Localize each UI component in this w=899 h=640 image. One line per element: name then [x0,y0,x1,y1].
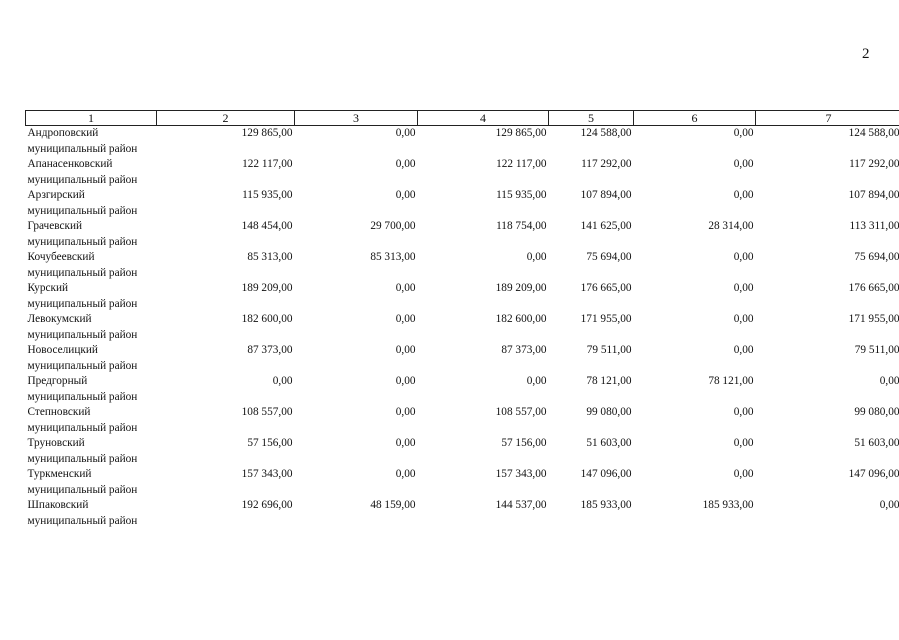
district-type: муниципальный район [27,359,138,372]
value-cell-c7: 0,00 [879,499,899,511]
value-cell-c5: 117 292,00 [581,158,632,170]
value-cell-c4: 189 209,00 [495,282,547,294]
district-type: муниципальный район [27,390,138,403]
value-cell-c3: 0,00 [395,437,416,449]
value-cell-c3: 0,00 [395,158,416,170]
table-row [26,436,899,467]
value-cell-c5: 51 603,00 [586,437,632,449]
value-cell-c4: 57 156,00 [501,437,547,449]
value-cell-c3: 0,00 [395,468,416,480]
value-cell-c6: 0,00 [733,313,754,325]
table-row [26,188,899,219]
district-name-cell [26,312,157,343]
value-cell-c7: 171 955,00 [848,313,899,325]
district-name: Андроповский [27,127,99,139]
value-cell-c7: 51 603,00 [854,437,899,449]
column-header: 5 [549,111,634,126]
value-cell-c7: 0,00 [879,375,899,387]
value-cell-c5: 107 894,00 [580,189,632,201]
data-table [25,110,899,529]
value-cell-c2: 57 156,00 [247,437,293,449]
value-cell-c5: 75 694,00 [586,251,632,263]
value-cell-c4: 108 557,00 [495,406,547,418]
value-cell-c5: 99 080,00 [586,406,632,418]
value-cell-c5: 141 625,00 [580,220,632,232]
district-name-cell [26,405,157,436]
district-name: Курский [27,282,69,294]
table-row [26,281,899,312]
value-cell-c6: 0,00 [733,437,754,449]
value-cell-c6: 0,00 [733,189,754,201]
table-row [26,405,899,436]
district-name-cell [26,126,157,158]
value-cell-c5: 79 511,00 [586,344,632,356]
table-row [26,126,899,158]
district-type: муниципальный район [27,297,138,310]
district-name: Левокумский [27,313,92,325]
value-cell-c3: 0,00 [395,344,416,356]
district-type: муниципальный район [27,173,138,186]
value-cell-c2: 157 343,00 [241,468,293,480]
value-cell-c6: 0,00 [733,406,754,418]
value-cell-c2: 108 557,00 [241,406,293,418]
district-name: Апанасенковский [27,158,113,170]
value-cell-c2: 122 117,00 [242,158,293,170]
value-cell-c5: 78 121,00 [586,375,632,387]
value-cell-c2: 0,00 [272,375,293,387]
value-cell-c6: 78 121,00 [708,375,754,387]
district-type: муниципальный район [27,328,138,341]
value-cell-c6: 0,00 [733,468,754,480]
value-cell-c6: 28 314,00 [708,220,754,232]
value-cell-c7: 75 694,00 [854,251,899,263]
value-cell-c4: 118 754,00 [496,220,547,232]
value-cell-c7: 147 096,00 [848,468,899,480]
value-cell-c2: 87 373,00 [247,344,293,356]
value-cell-c7: 176 665,00 [848,282,899,294]
district-name-cell [26,250,157,281]
value-cell-c3: 0,00 [395,406,416,418]
column-header: 7 [756,111,899,126]
value-cell-c4: 0,00 [526,375,547,387]
column-header: 2 [157,111,295,126]
value-cell-c7: 107 894,00 [848,189,899,201]
district-name-cell [26,219,157,250]
value-cell-c3: 0,00 [395,127,416,139]
district-name-cell [26,343,157,374]
value-cell-c4: 122 117,00 [496,158,547,170]
district-name: Труновский [27,437,85,449]
value-cell-c3: 48 159,00 [370,499,416,511]
value-cell-c3: 29 700,00 [370,220,416,232]
value-cell-c5: 185 933,00 [580,499,632,511]
district-name: Новоселицкий [27,344,98,356]
district-name-cell [26,188,157,219]
value-cell-c6: 0,00 [733,127,754,139]
value-cell-c4: 144 537,00 [495,499,547,511]
value-cell-c4: 87 373,00 [501,344,547,356]
district-type: муниципальный район [27,266,138,279]
table-row [26,343,899,374]
table-row [26,498,899,529]
district-name: Шпаковский [27,499,89,511]
page-number: 2 [862,46,870,62]
district-name-cell [26,281,157,312]
value-cell-c2: 85 313,00 [247,251,293,263]
value-cell-c3: 0,00 [395,282,416,294]
district-type: муниципальный район [27,142,138,155]
district-name-cell [26,467,157,498]
district-type: муниципальный район [27,452,138,465]
column-header: 6 [634,111,756,126]
column-header: 1 [26,111,157,126]
value-cell-c7: 124 588,00 [848,127,899,139]
value-cell-c4: 182 600,00 [495,313,547,325]
district-type: муниципальный район [27,483,138,496]
table-row [26,312,899,343]
value-cell-c7: 113 311,00 [849,220,899,232]
table-row [26,467,899,498]
value-cell-c3: 0,00 [395,189,416,201]
district-name-cell [26,374,157,405]
table-row [26,374,899,405]
district-type: муниципальный район [27,421,138,434]
value-cell-c3: 85 313,00 [370,251,416,263]
value-cell-c7: 99 080,00 [854,406,899,418]
value-cell-c2: 192 696,00 [241,499,293,511]
value-cell-c2: 129 865,00 [241,127,293,139]
value-cell-c4: 115 935,00 [496,189,547,201]
district-type: муниципальный район [27,204,138,217]
district-name: Арзгирский [27,189,85,201]
value-cell-c2: 189 209,00 [241,282,293,294]
data-table-container [25,110,899,529]
district-name: Кочубеевский [27,251,95,263]
district-type: муниципальный район [27,235,138,248]
column-header: 4 [418,111,549,126]
table-row [26,157,899,188]
district-name-cell [26,436,157,467]
table-row [26,219,899,250]
district-name: Степновский [27,406,91,418]
value-cell-c2: 148 454,00 [241,220,293,232]
table-header-row [26,111,899,126]
value-cell-c4: 157 343,00 [495,468,547,480]
value-cell-c5: 147 096,00 [580,468,632,480]
value-cell-c4: 0,00 [526,251,547,263]
column-header: 3 [295,111,418,126]
value-cell-c5: 171 955,00 [580,313,632,325]
district-name: Предгорный [27,375,88,387]
value-cell-c5: 124 588,00 [580,127,632,139]
value-cell-c5: 176 665,00 [580,282,632,294]
value-cell-c2: 182 600,00 [241,313,293,325]
value-cell-c3: 0,00 [395,313,416,325]
district-type: муниципальный район [27,514,138,527]
value-cell-c6: 0,00 [733,158,754,170]
value-cell-c3: 0,00 [395,375,416,387]
value-cell-c6: 0,00 [733,251,754,263]
district-name: Грачевский [27,220,83,232]
value-cell-c2: 115 935,00 [242,189,293,201]
value-cell-c7: 117 292,00 [849,158,899,170]
table-row [26,250,899,281]
value-cell-c7: 79 511,00 [854,344,899,356]
value-cell-c6: 0,00 [733,344,754,356]
district-name-cell [26,157,157,188]
district-name-cell [26,498,157,529]
value-cell-c4: 129 865,00 [495,127,547,139]
value-cell-c6: 185 933,00 [702,499,754,511]
value-cell-c6: 0,00 [733,282,754,294]
district-name: Туркменский [27,468,92,480]
